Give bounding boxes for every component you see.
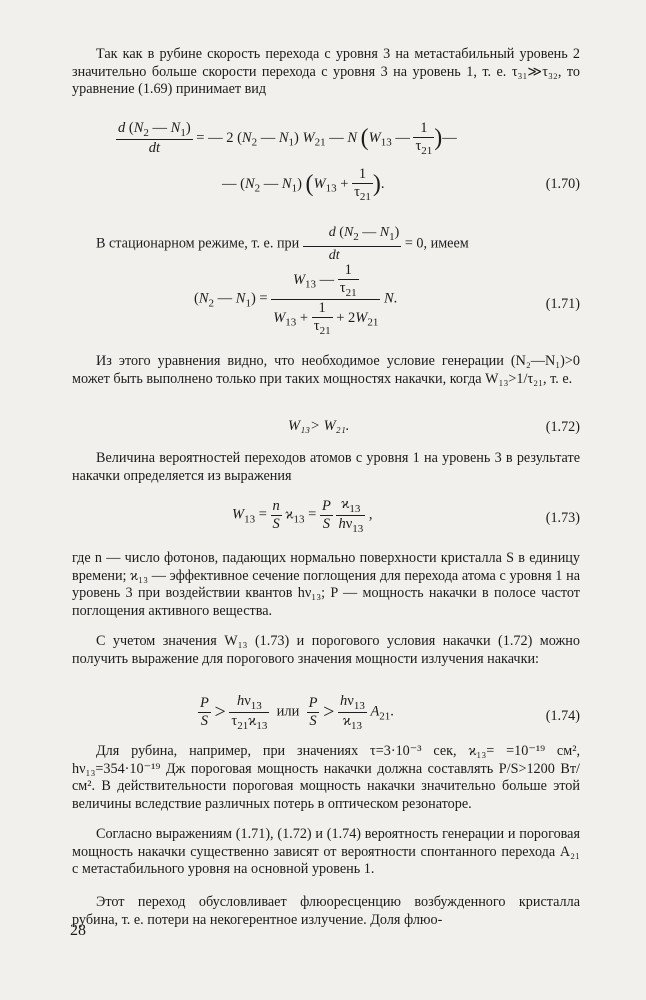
equation-1-72: W₁₃> W₂₁. [288,418,350,434]
equation-or-word: или [276,703,300,720]
equation-1-70-line-1: $\frac{d (N_2 — N_1)}{dt}$ = — 2 ($N_2$ — $N_1$) $W_{21}$ — N ($W_{13}$ — $\frac{1}{\tau_{21}}$ )— [118,120,457,157]
paragraph-5: где n — число фотонов, падающих нормально поверхности кристалла S в единицу времени; ϰ₁₃ — эффективное сечение поглощения для перехода атома с уровня 1 на уровень 3 при воздействии квантов hν₁₃; P — мощность накачки в полосе частот поглощения активного вещества. [72,550,580,619]
paragraph-2: В стационарном режиме, т. е. при $\frac{d (N_2 — N_1)}{dt}$ = 0, имеем [96,225,469,264]
paragraph-1: Так как в рубине скорость перехода с уровня 3 на метастабильный уровень 2 значительно больше скорости перехода с уровня 3 на уровень 1, т. е. τ₃₁≫τ₃₂, то уравнение (1.69) принимает вид [72,46,580,97]
paragraph-9: Этот переход обусловливает флюоресценцию возбужденного кристалла рубина, т. е. потери на некогерентное излучение. Доля флюо- [72,894,580,928]
paragraph-6: С учетом значения W₁₃ (1.73) и порогового условия накачки (1.72) можно получить выражение для порогового значения мощности излучения накачки: [72,633,580,667]
equation-number-1-70: (1.70) [545,176,580,192]
page-number: 28 [70,922,86,939]
equation-number-1-74: (1.74) [545,708,580,724]
equation-1-71: ($N_2$ — $N_1$) = $W_{13}$ — $\frac{1}{\tau_{21}}$ $W_{13}$ + $\frac{1}{\tau_{21}}$ + $2W_{21}$ N. [194,262,398,337]
paragraph-4: Величина вероятностей переходов атомов с уровня 1 на уровень 3 в результате накачки определяется из выражения [72,450,580,484]
equation-1-70-line-2: — ($N_2$ — $N_1$) ($W_{13}$ + $\frac{1}{\tau_{21}}$ ). [222,166,385,203]
paragraph-7: Для рубина, например, при значениях τ=3·10⁻³ сек, ϰ₁₃= =10⁻¹⁹ см², hν₁₃=354·10⁻¹⁹ Дж пороговая мощность накачки должна составлять P/S>1200 Вт/см². В действительности пороговая мощность накачки значительно больше этой величины вследствие различных потерь в оптическом резонаторе. [72,743,580,812]
paragraph-8: Согласно выражениям (1.71), (1.72) и (1.74) вероятность генерации и пороговая мощность накачки существенно зависят от вероятности спонтанного перехода A₂₁ с метастабильного уровня на основной уровень 1. [72,826,580,877]
equation-number-1-72: (1.72) [545,419,580,435]
paragraph-3: Из этого уравнения видно, что необходимое условие генерации (N₂—N₁)>0 может быть выполнено только при таких мощностях накачки, когда W₁₃>1/τ₂₁, т. е. [72,353,580,387]
equation-1-73: $W_{13}$ = $\frac{n}{S}$ $ϰ_{13}$ = $\frac{P}{S}$ $\frac{ϰ_{13}}{h\nu_{13}}$ , [232,496,373,535]
equation-number-1-73: (1.73) [545,510,580,526]
equation-1-74: $\frac{P}{S}$ > $\frac{h\nu_{13}}{\tau_{21}ϰ_{13}}$ или $\frac{P}{S}$ > $\frac{h\nu_{13}}{ϰ_{13}}$ $A_{21}$. [200,693,394,732]
equation-number-1-71: (1.71) [545,296,580,312]
